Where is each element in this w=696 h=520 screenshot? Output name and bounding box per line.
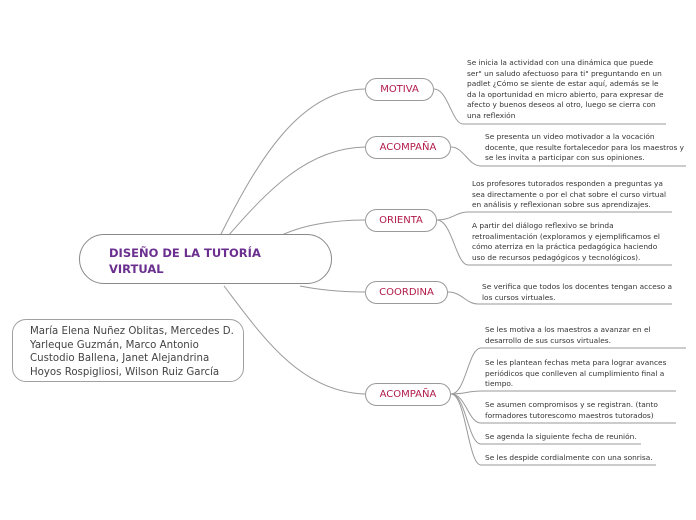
leaf-text[interactable]: Se verifica que todos los docentes tengan acceso a los cursos virtuales. — [482, 282, 673, 302]
link-central-motiva — [220, 89, 365, 236]
link-acompana-leaf — [451, 147, 481, 166]
link-central-coordina — [300, 286, 365, 292]
link-central-acompana-1 — [228, 147, 365, 236]
link-acompana2-leaf — [451, 348, 481, 394]
link-motiva-leaf — [434, 89, 463, 124]
leaf-text[interactable]: Se inicia la actividad con una dinámica que puede ser" un saludo afectuoso para ti" preguntando en un padlet ¿Cómo se siente de estar aquí, además se le da la oportunidad en micro abierto, para expresar de afecto y buenos deseos al otro, luego se cierra con una reflexión — [467, 58, 664, 120]
link-coordina-leaf — [448, 292, 478, 304]
link-acompana2-leaf — [451, 394, 481, 423]
branch-acompana[interactable]: ACOMPAÑA — [365, 136, 451, 159]
link-orienta-leaf — [437, 220, 468, 265]
authors-text: María Elena Nuñez Oblitas, Mercedes D. Yarleque Guzmán, Marco Antonio Custodio Ballena, Janet Alejandrina Hoyos Rospigliosi, Wilson Ruiz García — [30, 326, 234, 378]
authors-note[interactable] — [12, 319, 244, 382]
central-topic[interactable] — [79, 234, 332, 284]
leaf-text[interactable]: Se presenta un video motivador a la vocación docente, que resulte fortalecedor para los maestros y se les invita a participar con sus opiniones. — [485, 132, 685, 163]
leaf-text[interactable]: Se asumen compromisos y se registran. (tanto formadores tutorescomo maestros tutorados) — [485, 400, 658, 420]
branch-orienta[interactable]: ORIENTA — [365, 209, 437, 232]
link-acompana2-leaf — [451, 394, 481, 465]
leaf-text[interactable]: Se les despide cordialmente con una sonrisa. — [485, 453, 653, 462]
leaf-text[interactable]: Se les motiva a los maestros a avanzar en el desarrollo de sus cursos virtuales. — [485, 325, 651, 345]
central-topic-title: DISEÑO DE LA TUTORÍA VIRTUAL — [109, 246, 261, 276]
leaf-text[interactable]: Se les plantean fechas meta para lograr avances periódicos que conlleven al cumplimiento final a tiempo. — [485, 358, 667, 389]
link-orienta-leaf — [437, 212, 468, 220]
branch-motiva[interactable]: MOTIVA — [365, 78, 434, 101]
branch-coordina[interactable]: COORDINA — [365, 281, 448, 304]
link-acompana2-leaf — [451, 394, 481, 444]
leaf-text[interactable]: Los profesores tutorados responden a preguntas ya sea directamente o por el chat sobre el curso virtual en análisis y reflexionan sobre sus aprendizajes. — [472, 179, 667, 210]
leaf-text[interactable]: A partir del diálogo reflexivo se brinda retroalimentación (exploramos y ejemplificamos el cómo aterriza en la práctica pedagógica haciendo uso de recursos pedagógicos y tecnológicos). — [472, 221, 660, 262]
branch-acompana-2[interactable]: ACOMPAÑA — [365, 383, 451, 406]
leaf-text[interactable]: Se agenda la siguiente fecha de reunión. — [485, 432, 637, 441]
link-central-acompana-2 — [224, 286, 365, 394]
